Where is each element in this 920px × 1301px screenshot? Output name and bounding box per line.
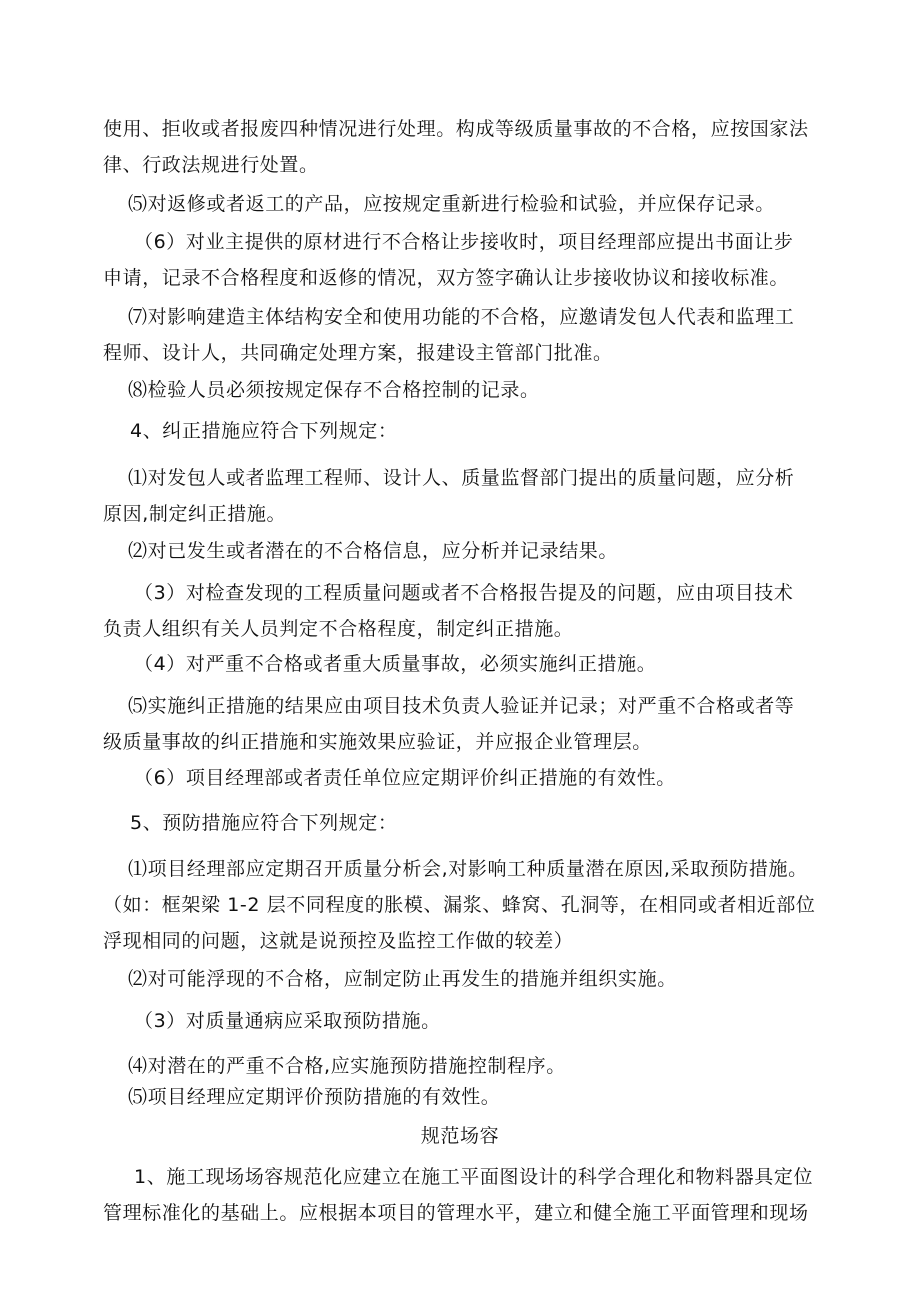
- text-line: ⑸实施纠正措施的结果应由项目技术负责人验证并记录；对严重不合格或者等: [128, 695, 795, 717]
- text-line: 1、施工现场场容规范化应建立在施工平面图设计的科学合理化和物料器具定位: [134, 1166, 814, 1188]
- text-line: （6）项目经理部或者责任单位应定期评价纠正措施的有效性。: [134, 767, 676, 789]
- text-line: ⑸项目经理应定期评价预防措施的有效性。: [128, 1086, 501, 1108]
- text-line: ⑴项目经理部应定期召开质量分析会,对影响工种质量潜在原因,采取预防措施。: [128, 858, 808, 880]
- text-line: ⑴对发包人或者监理工程师、设计人、质量监督部门提出的质量问题，应分析: [128, 467, 795, 489]
- section-heading: 4、纠正措施应符合下列规定：: [130, 420, 398, 442]
- text-line: （3）对检查发现的工程质量问题或者不合格报告提及的问题，应由项目技术: [134, 582, 794, 604]
- text-line: 浮现相同的问题，这就是说预控及监控工作做的较差）: [103, 930, 574, 952]
- text-line: ⑷对潜在的严重不合格,应实施预防措施控制程序。: [128, 1055, 566, 1077]
- text-line: 申请，记录不合格程度和返修的情况，双方签字确认让步接收协议和接收标准。: [103, 267, 790, 289]
- text-line: ⑵对已发生或者潜在的不合格信息，应分析并记录结果。: [128, 540, 619, 562]
- section-heading: 5、预防措施应符合下列规定：: [130, 812, 398, 834]
- text-line: （6）对业主提供的原材进行不合格让步接收时，项目经理部应提出书面让步: [134, 231, 794, 253]
- text-line: 管理标准化的基础上。应根据本项目的管理水平，建立和健全施工平面管理和现场: [103, 1202, 809, 1224]
- text-line: 级质量事故的纠正措施和实施效果应验证，并应报企业管理层。: [103, 731, 652, 753]
- text-line: ⑸对返修或者返工的产品，应按规定重新进行检验和试验，并应保存记录。: [128, 193, 775, 215]
- text-line: 程师、设计人，共同确定处理方案，报建设主管部门批准。: [103, 342, 613, 364]
- text-line: 原因,制定纠正措施。: [103, 503, 287, 525]
- text-line: 使用、拒收或者报废四种情况进行处理。构成等级质量事故的不合格，应按国家法: [103, 118, 809, 140]
- text-line: （如：框架梁 1-2 层不同程度的胀模、漏浆、蜂窝、孔洞等，在相同或者相近部位: [103, 894, 816, 916]
- text-line: ⑺对影响建造主体结构安全和使用功能的不合格，应邀请发包人代表和监理工: [128, 306, 795, 328]
- section-title: 规范场容: [420, 1125, 500, 1147]
- text-line: 负责人组织有关人员判定不合格程度，制定纠正措施。: [103, 618, 574, 640]
- text-line: ⑻检验人员必须按规定保存不合格控制的记录。: [128, 379, 540, 401]
- text-line: 律、行政法规进行处置。: [103, 154, 319, 176]
- text-line: （3）对质量通病应采取预防措施。: [134, 1010, 441, 1032]
- text-line: ⑵对可能浮现的不合格，应制定防止再发生的措施并组织实施。: [128, 968, 677, 990]
- text-line: （4）对严重不合格或者重大质量事故，必须实施纠正措施。: [134, 653, 657, 675]
